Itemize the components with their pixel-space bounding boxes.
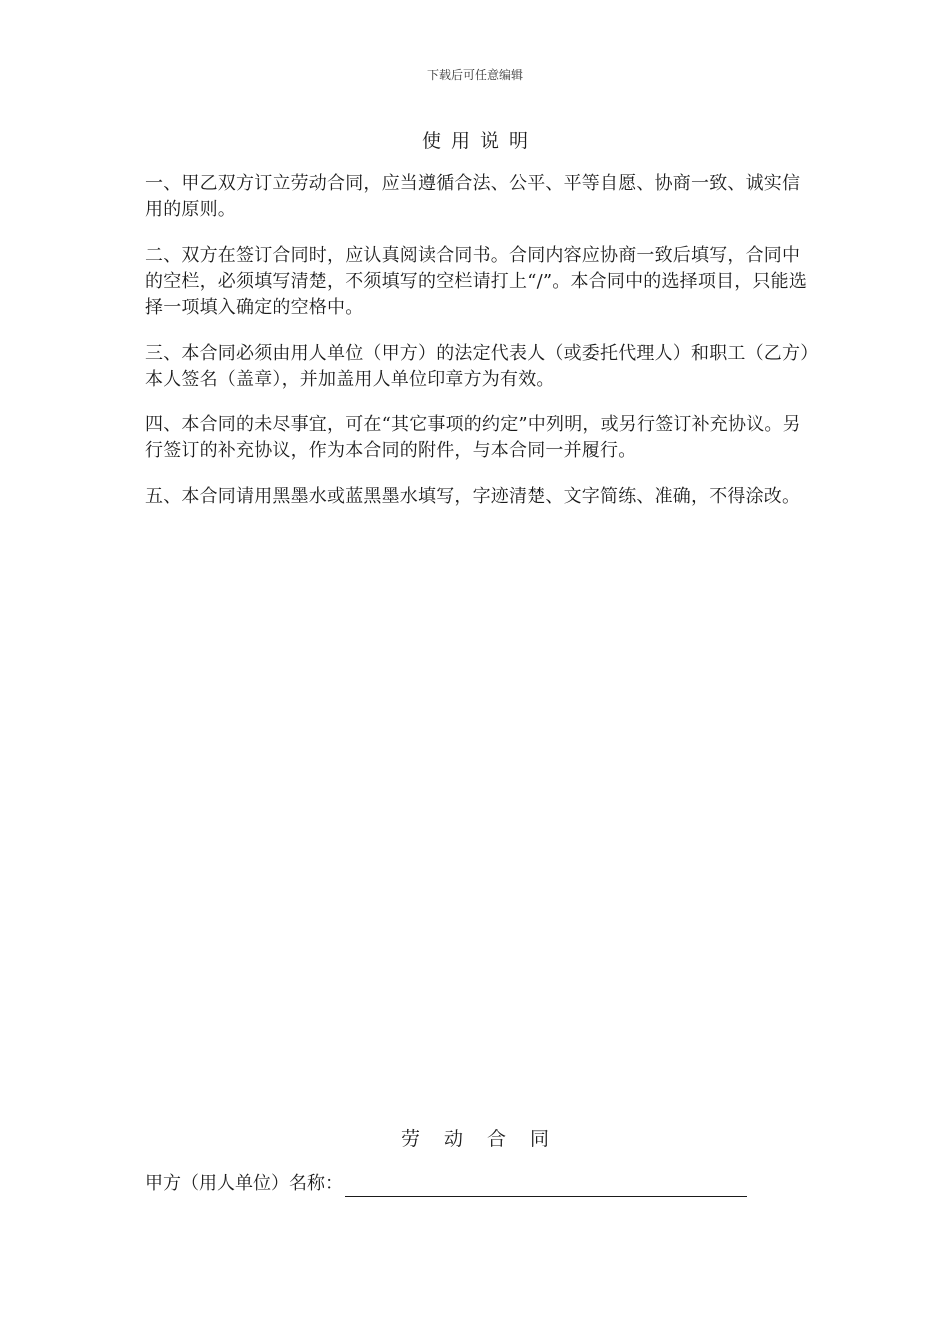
instruction-item-1: 一、甲乙双方订立劳动合同，应当遵循合法、公平、平等自愿、协商一致、诚实信用的原则。 [145, 173, 801, 220]
party-a-name-field[interactable] [345, 1176, 747, 1197]
instruction-item-5: 五、本合同请用黑墨水或蓝黑墨水填写，字迹清楚、文字简练、准确，不得涂改。 [145, 486, 801, 507]
instructions-title: 使用说明 [421, 130, 538, 152]
party-a-name-label: 甲方（用人单位）名称： [145, 1173, 343, 1194]
instruction-item-2: 二、双方在签订合同时，应认真阅读合同书。合同内容应协商一致后填写，合同中的空栏，必须填写清楚，不须填写的空栏请打上“/”。本合同中的选择项目，只能选择一项填入确定的空格中。 [145, 245, 808, 318]
party-a-name-row [145, 1171, 747, 1197]
header-note: 下载后可任意编辑 [426, 68, 523, 82]
contract-title: 劳动合同 [400, 1128, 573, 1150]
instruction-item-4: 四、本合同的未尽事宜，可在“其它事项的约定”中列明，或另行签订补充协议。另行签订的补充协议，作为本合同的附件，与本合同一并履行。 [145, 414, 801, 461]
instruction-item-3: 三、本合同必须由用人单位（甲方）的法定代表人（或委托代理人）和职工（乙方）本人签名（盖章），并加盖用人单位印章方为有效。 [145, 343, 810, 390]
